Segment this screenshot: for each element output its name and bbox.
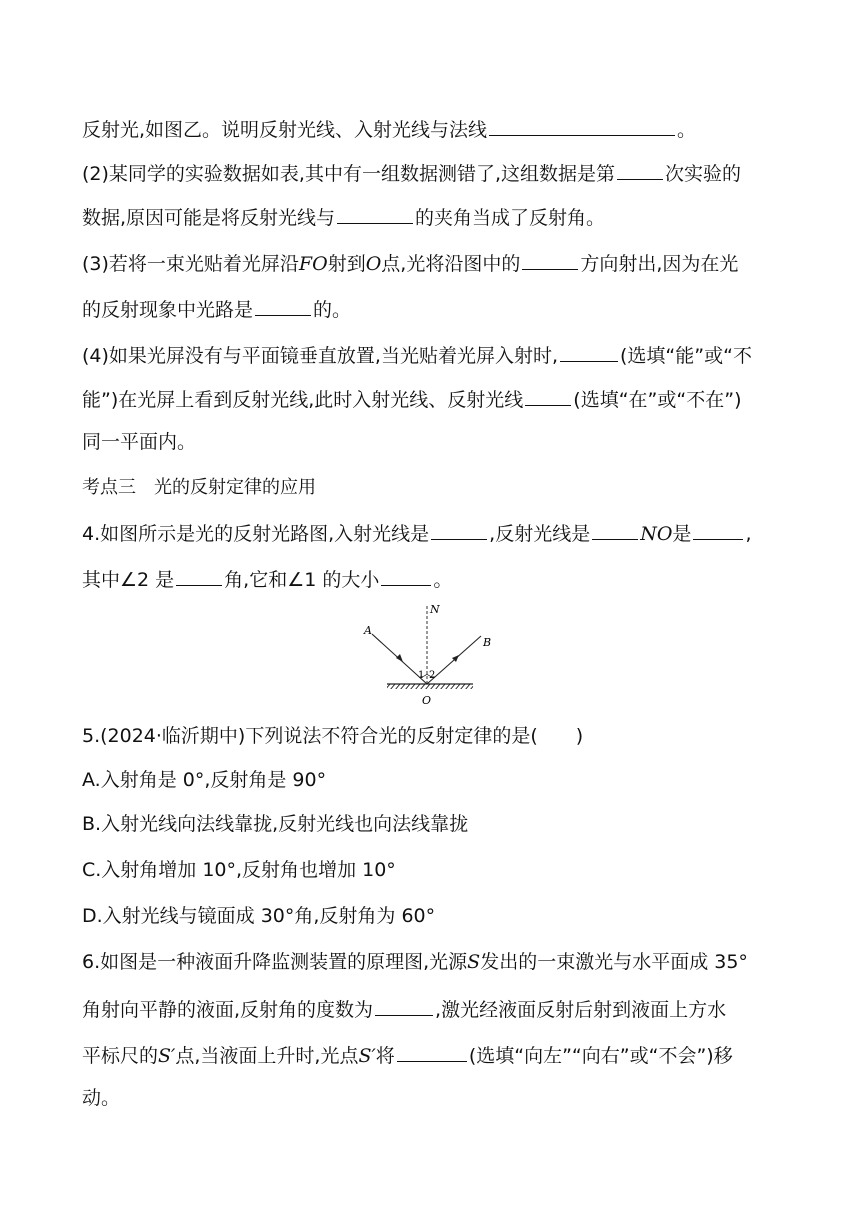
q4-var: NO	[640, 523, 673, 545]
q3-var: O	[365, 253, 382, 275]
q4-text: 其中∠2 是	[82, 569, 175, 591]
reflection-diagram	[355, 600, 505, 710]
q4-line-2	[82, 566, 452, 592]
answer-blank[interactable]	[489, 116, 675, 136]
q6-text: ,激光经液面反射后射到液面上方水	[435, 999, 727, 1021]
answer-blank[interactable]	[176, 566, 222, 586]
q4-text: ,反射光线是	[489, 523, 591, 545]
answer-blank[interactable]	[522, 250, 578, 270]
q3-text: 。	[677, 119, 697, 141]
q3-text: (3)若将一束光贴着光屏沿	[82, 253, 299, 275]
answer-blank[interactable]	[337, 204, 413, 224]
q3-text: (2)某同学的实验数据如表,其中有一组数据测错了,这组数据是第	[82, 163, 615, 185]
answer-blank[interactable]	[525, 386, 571, 406]
answer-blank[interactable]	[693, 520, 743, 540]
q3-line-1	[82, 116, 696, 142]
answer-blank[interactable]	[560, 342, 618, 362]
answer-blank[interactable]	[375, 996, 433, 1016]
q3-part2-line-1	[82, 160, 741, 186]
q3-text: 数据,原因可能是将反射光线与	[82, 207, 336, 229]
answer-blank[interactable]	[617, 160, 663, 180]
q3-text: 的反射现象中光路是	[82, 299, 254, 321]
q3-text: 的。	[313, 299, 352, 321]
q3-text: (选填“能”或“不	[620, 345, 752, 367]
q6-line-1	[82, 950, 748, 974]
q3-text: 能”)在光屏上看到反射光线,此时入射光线、反射光线	[82, 389, 524, 411]
answer-blank[interactable]	[381, 566, 431, 586]
q6-var: S′	[158, 1045, 176, 1067]
q5-option-d[interactable]: D.入射光线与镜面成 30°角,反射角为 60°	[82, 905, 436, 927]
mirror-hatching	[387, 684, 473, 689]
q3-part4-line-1	[82, 342, 752, 368]
label-o: O	[422, 694, 432, 707]
q3-text: 方向射出,因为在光	[580, 253, 739, 275]
q5-option-c[interactable]: C.入射角增加 10°,反射角也增加 10°	[82, 859, 396, 881]
q3-text: 反射光,如图乙。说明反射光线、入射光线与法线	[82, 119, 488, 141]
q3-text: (4)如果光屏没有与平面镜垂直放置,当光贴着光屏入射时,	[82, 345, 558, 367]
q3-part4-line-2	[82, 386, 742, 412]
q3-text: (选填“在”或“不在”)	[573, 389, 742, 411]
q6-text: 平标尺的	[82, 1045, 159, 1067]
q4-text: 角,它和∠1 的大小	[224, 569, 380, 591]
q4-text: ,	[745, 523, 752, 545]
q3-text: 点,光将沿图中的	[381, 253, 521, 275]
q4-text: 4.如图所示是光的反射光路图,入射光线是	[82, 523, 430, 545]
q4-text: 是	[672, 523, 692, 545]
label-angle-1: 1	[418, 670, 425, 681]
q3-text: 次实验的	[665, 163, 742, 185]
label-n: N	[430, 603, 440, 616]
q5-option-b[interactable]: B.入射光线向法线靠拢,反射光线也向法线靠拢	[82, 813, 469, 835]
answer-blank[interactable]	[397, 1042, 467, 1062]
q3-text: 射到	[327, 253, 366, 275]
q3-part4-line-3	[82, 430, 196, 454]
q6-line-4: 动。	[82, 1087, 121, 1109]
q6-text: 角射向平静的液面,反射角的度数为	[82, 999, 374, 1021]
q5-stem: 5.(2024·临沂期中)下列说法不符合光的反射定律的是( )	[82, 725, 584, 747]
q6-line-2	[82, 996, 726, 1022]
answer-blank[interactable]	[431, 520, 487, 540]
q3-part3-line-1	[82, 250, 738, 276]
section-heading: 考点三 光的反射定律的应用	[82, 477, 316, 498]
q4-line-1	[82, 520, 751, 546]
q6-text: (选填“向左”“向右”或“不会”)移	[468, 1045, 733, 1067]
answer-blank[interactable]	[255, 296, 311, 316]
q4-text: 。	[433, 569, 453, 591]
q6-text: 将	[375, 1045, 395, 1067]
label-angle-2: 2	[429, 670, 436, 681]
label-b: B	[483, 636, 492, 649]
label-a: A	[364, 624, 372, 637]
q6-var: S	[467, 951, 481, 973]
q3-text: 的夹角当成了反射角。	[415, 207, 606, 229]
q3-text: 同一平面内。	[82, 431, 197, 453]
q6-line-3	[82, 1042, 733, 1068]
q3-part2-line-2	[82, 204, 605, 230]
q5-option-a[interactable]: A.入射角是 0°,反射角是 90°	[82, 769, 327, 791]
incident-arrow	[396, 654, 403, 662]
q6-text: 发出的一束激光与水平面成 35°	[480, 951, 748, 973]
q6-var: S′	[358, 1045, 376, 1067]
q3-var: FO	[298, 253, 328, 275]
q6-text: 点,当液面上升时,光点	[175, 1045, 359, 1067]
q3-part3-line-2	[82, 296, 351, 322]
answer-blank[interactable]	[592, 520, 638, 540]
q6-text: 6.如图是一种液面升降监测装置的原理图,光源	[82, 951, 468, 973]
